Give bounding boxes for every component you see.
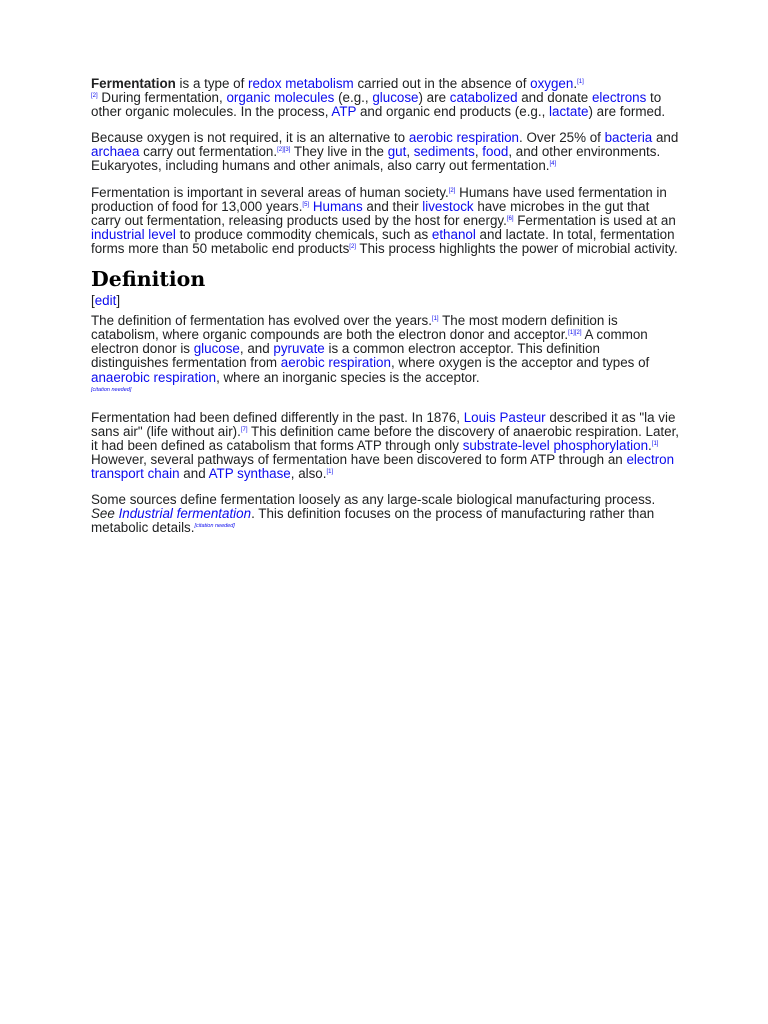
link-sediments[interactable]: sediments [413, 144, 475, 160]
link-redox-metabolism[interactable]: redox metabolism [248, 76, 354, 91]
citation-ref[interactable]: [2] [448, 187, 456, 194]
industrial-paragraph: Some sources define fermentation loosely as any large-scale biological manufacturing process. See Industrial fermentation. This definition focuses on the process of manufacturing rather than metabolic details.[citation needed] [91, 492, 656, 536]
link-industrial-fermentation[interactable]: Industrial fermentation [118, 506, 252, 522]
link-oxygen[interactable]: oxygen [530, 76, 574, 91]
link-atp[interactable]: ATP [331, 104, 357, 120]
link-industrial-level[interactable]: industrial level [91, 226, 176, 242]
link-electrons[interactable]: electrons [591, 90, 647, 106]
citation-ref[interactable]: [1] [326, 469, 334, 476]
oxygen-paragraph: Because oxygen is not required, it is an alternative to aerobic respiration. Over 25% of bacteria and archaea carry out fermentation.[2][3] They live in the gut, sediments, food, and other environments. Eukaryotes, including humans and other animals, also carry out fermentation.[4] [91, 130, 679, 174]
society-paragraph: Fermentation is important in several areas of human society.[2] Humans have used fermentation in production of food for 13,000 years.[5] Humans and their livestock have microbes in the gut that carry out fermentation, releasing products used by the host for energy.[6] Fermentation is used at an industrial level to produce commodity chemicals, such as ethanol and lactate. In total, fermentation forms more than 50 metabolic end products[2] This process highlights the power of microbial activity. [91, 184, 678, 256]
citation-ref[interactable]: [2] [91, 93, 98, 100]
link-pyruvate[interactable]: pyruvate [273, 341, 325, 357]
link-louis-pasteur[interactable]: Louis Pasteur [463, 409, 546, 425]
citation-ref[interactable]: [6] [506, 215, 514, 222]
edit-section-link[interactable]: edit [94, 293, 117, 309]
link-glucose[interactable]: glucose [372, 90, 419, 106]
link-electron-transport-chain[interactable]: electron transport chain [91, 451, 675, 482]
link-gut[interactable]: gut [387, 144, 407, 160]
citation-ref[interactable]: [5] [302, 201, 310, 208]
link-atp-synthase[interactable]: ATP synthase [208, 466, 291, 482]
citation-ref[interactable]: [2][3] [277, 147, 291, 154]
section-heading-definition: Definition [91, 267, 206, 292]
citation-ref[interactable]: [1] [577, 79, 584, 85]
intro-paragraph: Fermentation is a type of redox metabolism carried out in the absence of oxygen.[1] [2] During fermentation, organic molecules (e.g., glucose) are catabolized and donate electrons to other organic molecules. In the process, ATP and organic end products (e.g., lactate) are formed. [91, 76, 666, 120]
link-aerobic-respiration[interactable]: aerobic respiration [408, 130, 520, 146]
citation-ref[interactable]: [1] [651, 440, 659, 447]
link-anaerobic-respiration[interactable]: anaerobic respiration [91, 369, 217, 385]
definition-paragraph: The definition of fermentation has evolved over the years.[1] The most modern definition is catabolism, where organic compounds are both the electron donor and acceptor.[1][2] A common electron donor is glucose, and pyruvate is a common electron acceptor. This definition distinguishes fermentation from aerobic respiration, where oxygen is the acceptor and types of anaerobic respiration, where an inorganic species is the acceptor. [citation needed] [91, 313, 650, 393]
link-substrate-level-phosphorylation[interactable]: substrate-level phosphorylation [462, 437, 649, 453]
link-ethanol[interactable]: ethanol [431, 226, 476, 242]
link-lactate[interactable]: lactate [549, 104, 589, 120]
link-glucose[interactable]: glucose [193, 341, 240, 357]
article-title-term: Fermentation [91, 76, 176, 91]
citation-needed[interactable]: [citation needed] [194, 523, 235, 530]
citation-needed[interactable]: [citation needed] [91, 386, 132, 393]
citation-ref[interactable]: [4] [549, 161, 557, 168]
link-organic-molecules[interactable]: organic molecules [226, 90, 335, 106]
link-humans[interactable]: Humans [312, 198, 363, 214]
citation-ref[interactable]: [1][2] [568, 330, 582, 337]
link-bacteria[interactable]: bacteria [604, 130, 653, 146]
citation-ref[interactable]: [2] [349, 243, 356, 250]
link-livestock[interactable]: livestock [422, 198, 474, 214]
article-body [91, 77, 681, 547]
edit-section-control: [edit] [91, 293, 121, 309]
history-paragraph: Fermentation had been defined differently in the past. In 1876, Louis Pasteur described it as "la vie sans air" (life without air).[7] This definition came before the discovery of anaerobic respiration. Later, it had been defined as catabolism that forms ATP through only substrate-level phosphorylation.[1] However, several pathways of fermentation have been discovered to form ATP through an electron transport chain and ATP synthase, also.[1] [91, 409, 680, 482]
link-archaea[interactable]: archaea [91, 144, 140, 160]
citation-ref[interactable]: [1] [431, 316, 439, 323]
link-catabolized[interactable]: catabolized [449, 90, 518, 106]
link-food[interactable]: food [482, 144, 509, 160]
link-aerobic-respiration[interactable]: aerobic respiration [280, 355, 391, 371]
citation-ref[interactable]: [7] [240, 426, 248, 433]
